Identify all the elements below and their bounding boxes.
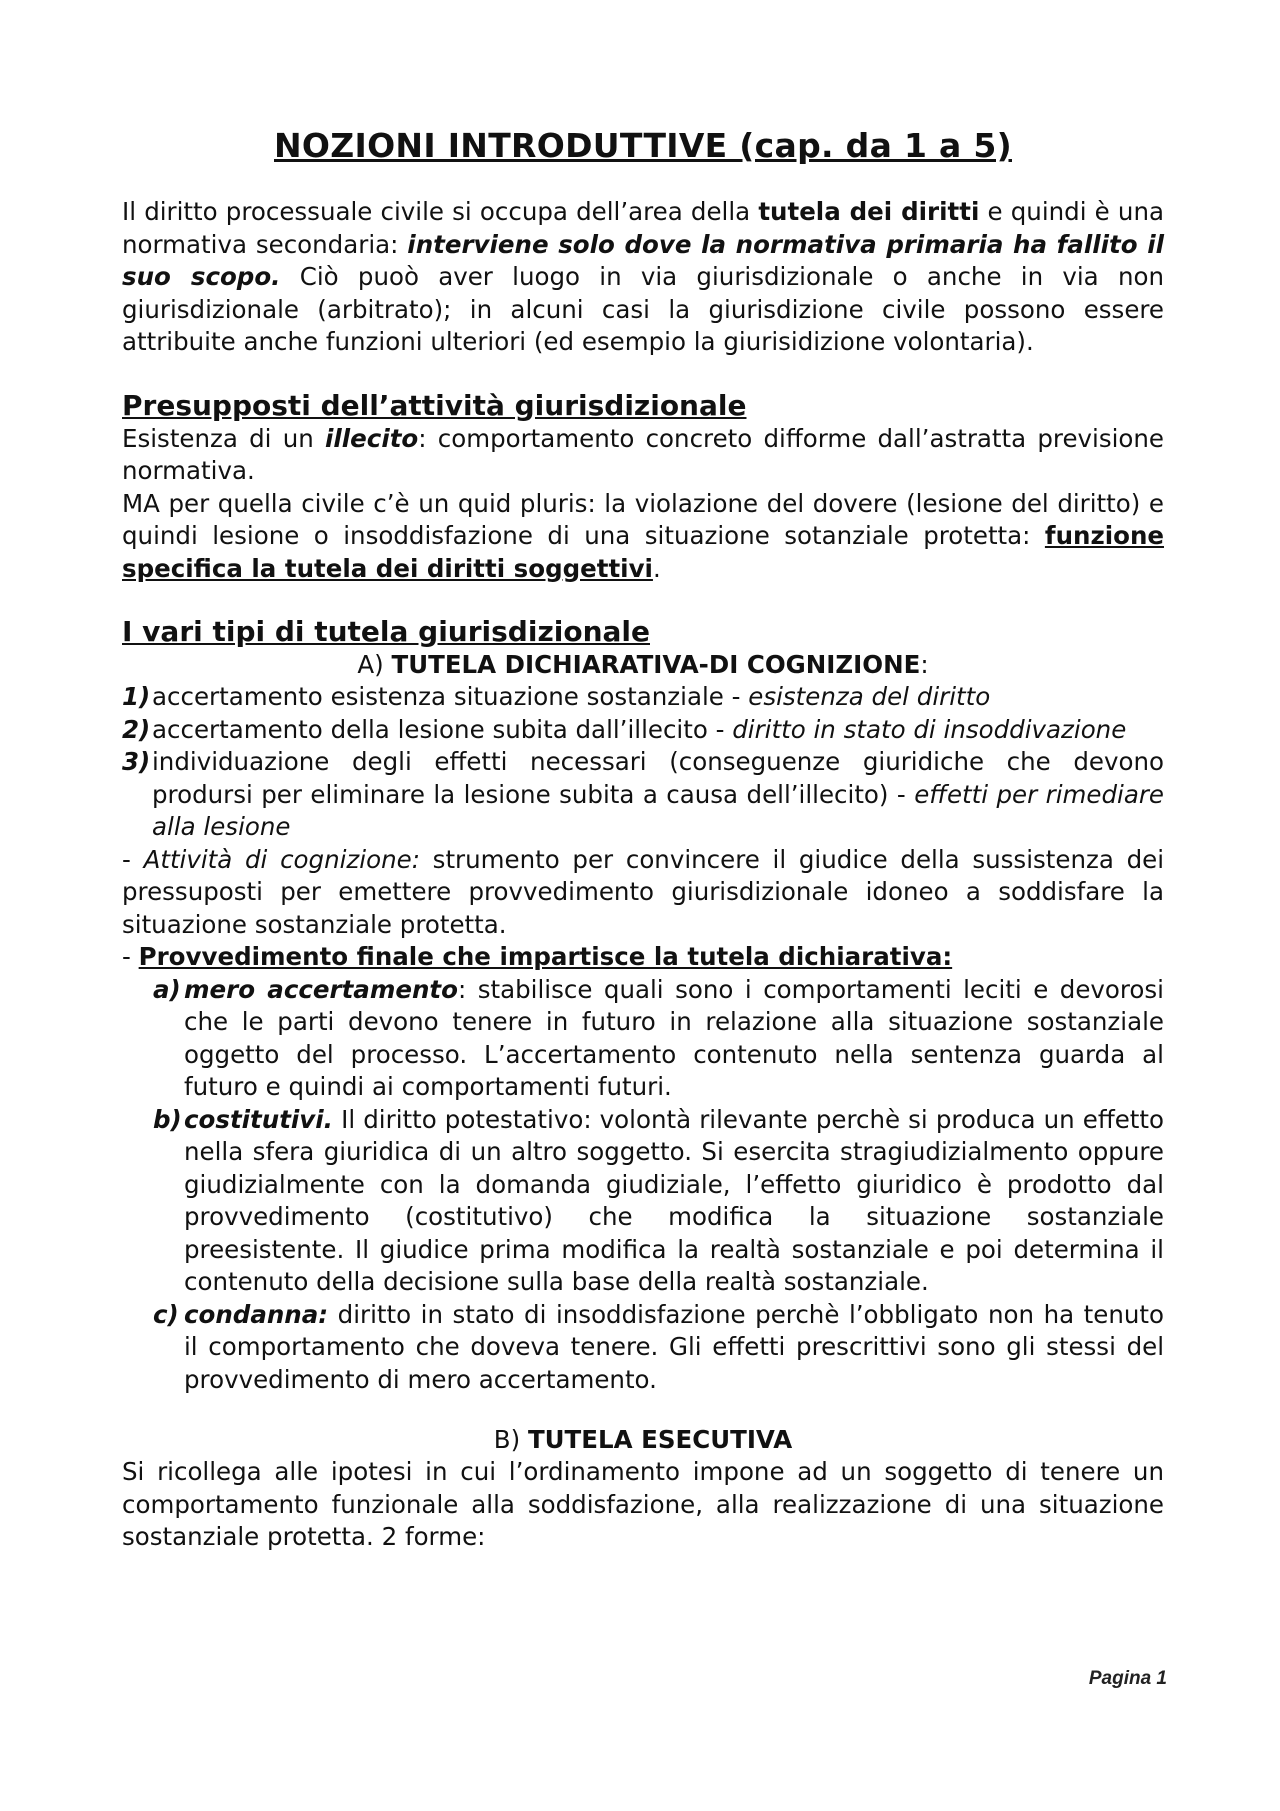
item-italic: diritto in stato di insoddivazione — [732, 714, 1127, 744]
esecutiva-paragraph: Si ricollega alle ipotesi in cui l’ordinamento impone ad un soggetto di tenere un comportamento funzionale alla soddisfazione, alla realizzazione di una situazione sostanziale protetta. 2 forme: — [122, 1457, 1164, 1551]
subA-suffix: : — [920, 650, 929, 679]
item-text: accertamento esistenza situazione sostanziale - — [152, 682, 749, 711]
subB-bold: TUTELA ESECUTIVA — [527, 1425, 793, 1454]
item-term: condanna: — [184, 1299, 329, 1329]
provv-prefix: - — [122, 942, 139, 971]
lettered-item — [122, 974, 1164, 1104]
numbered-item — [122, 746, 1164, 844]
section-heading-presupposti: Presupposti dell’attività giurisdizionale — [122, 388, 747, 422]
lettered-item — [122, 1299, 1164, 1397]
page-number: Pagina 1 — [1088, 1668, 1167, 1689]
item-number: 2) — [122, 714, 151, 744]
s1-text-4: . — [652, 553, 661, 583]
s1-text-3: MA per quella civile c’è un quid pluris: la violazione del dovere (lesione del diritto) e quindi lesione o insoddisfazione di una situazione sotanziale protetta: — [122, 488, 1164, 550]
numbered-item — [122, 714, 1164, 747]
s1-text-1: Esistenza di un — [122, 423, 325, 453]
section1-paragraph-2 — [122, 488, 1164, 586]
item-text: Il diritto potestativo: volontà rilevante perchè si produca un effetto nella sfera giuridica di un altro soggetto. Si esercita stragiudizialmento oppure giudizialmente con la domanda giudiziale, l’effetto giuridico è prodotto dal provvedimento (costitutivo) che modifica la situazione sostanziale preesistente. Il giudice prima modifica la realtà sostanziale e poi determina il contenuto della decisione sulla base della realtà sostanziale. — [184, 1104, 1164, 1296]
subheading-tutela-dichiarativa — [122, 649, 1164, 681]
page-title: NOZIONI INTRODUTTIVE (cap. da 1 a 5) — [274, 126, 1012, 165]
cognizione-prefix: - — [122, 844, 144, 874]
item-italic: esistenza del diritto — [748, 682, 991, 711]
item-letter: a) — [153, 974, 181, 1004]
s1-bold-underline: funzione specifica la tutela dei diritti soggettivi — [122, 521, 1164, 583]
item-text: accertamento della lesione subita dall’illecito - — [152, 714, 733, 744]
intro-text-2: e quindi è una normativa secondaria: — [122, 197, 1164, 259]
item-italic: effetti per rimediare alla lesione — [152, 779, 1164, 841]
cognizione-paragraph — [122, 844, 1164, 942]
intro-text-1: Il diritto processuale civile si occupa dell’area della — [122, 197, 759, 226]
subheading-tutela-esecutiva — [122, 1424, 1164, 1456]
numbered-item — [122, 681, 1164, 714]
provv-bold-underline: Provvedimento finale che impartisce la tutela dichiarativa: — [138, 942, 953, 971]
subA-bold: TUTELA DICHIARATIVA-DI COGNIZIONE — [391, 650, 921, 679]
item-number: 1) — [122, 682, 151, 711]
intro-paragraph — [122, 196, 1164, 359]
lettered-item — [122, 1104, 1164, 1299]
subA-prefix: A) — [357, 650, 392, 679]
item-term: mero accertamento — [184, 974, 458, 1004]
item-text: individuazione degli effetti necessari (conseguenze giuridiche che devono prodursi per eliminare la lesione subita a causa dell’illecito) - — [152, 747, 1164, 809]
provvedimento-heading — [122, 941, 1164, 974]
page-content — [122, 126, 1164, 1554]
item-text: diritto in stato di insoddisfazione perchè l’obbligato non ha tenuto il comportamento che doveva tenere. Gli effetti prescrittivi sono gli stessi del provvedimento di mero accertamento. — [184, 1299, 1164, 1394]
intro-bold-1: tutela dei diritti — [758, 197, 980, 226]
item-term: costitutivi. — [184, 1104, 333, 1134]
section-heading-tipi-tutela: I vari tipi di tutela giurisdizionale — [122, 615, 650, 648]
cognizione-text: strumento per convincere il giudice della sussistenza dei pressuposti per emettere provvedimento giurisdizionale idoneo a soddisfare la situazione sostanziale protetta. — [122, 844, 1164, 939]
item-letter: b) — [153, 1104, 182, 1134]
subB-prefix: B) — [493, 1425, 528, 1454]
item-number: 3) — [122, 747, 151, 776]
intro-bold-italic: interviene solo dove la normativa primaria ha fallito il suo scopo. — [122, 229, 1165, 291]
item-text: : stabilisce quali sono i comportamenti leciti e devorosi che le parti devono tenere in futuro in relazione alla situazione sostanziale oggetto del processo. L’accertamento contenuto nella sentenza guarda al futuro e quindi ai comportamenti futuri. — [184, 974, 1164, 1101]
cognizione-italic: Attività di cognizione: — [143, 844, 420, 874]
s1-text-2: : comportamento concreto difforme dall’astratta previsione normativa. — [122, 423, 1164, 485]
s1-bold-italic: illecito — [324, 423, 419, 453]
section1-paragraph-1 — [122, 423, 1164, 488]
item-letter: c) — [153, 1299, 179, 1329]
intro-text-3: Ciò puoò aver luogo in via giurisdizionale o anche in via non giurisdizionale (arbitrato); in alcuni casi la giurisdizione civile possono essere attribuite anche funzioni ulteriori (ed esempio la giurisidizione volontaria). — [122, 262, 1165, 356]
